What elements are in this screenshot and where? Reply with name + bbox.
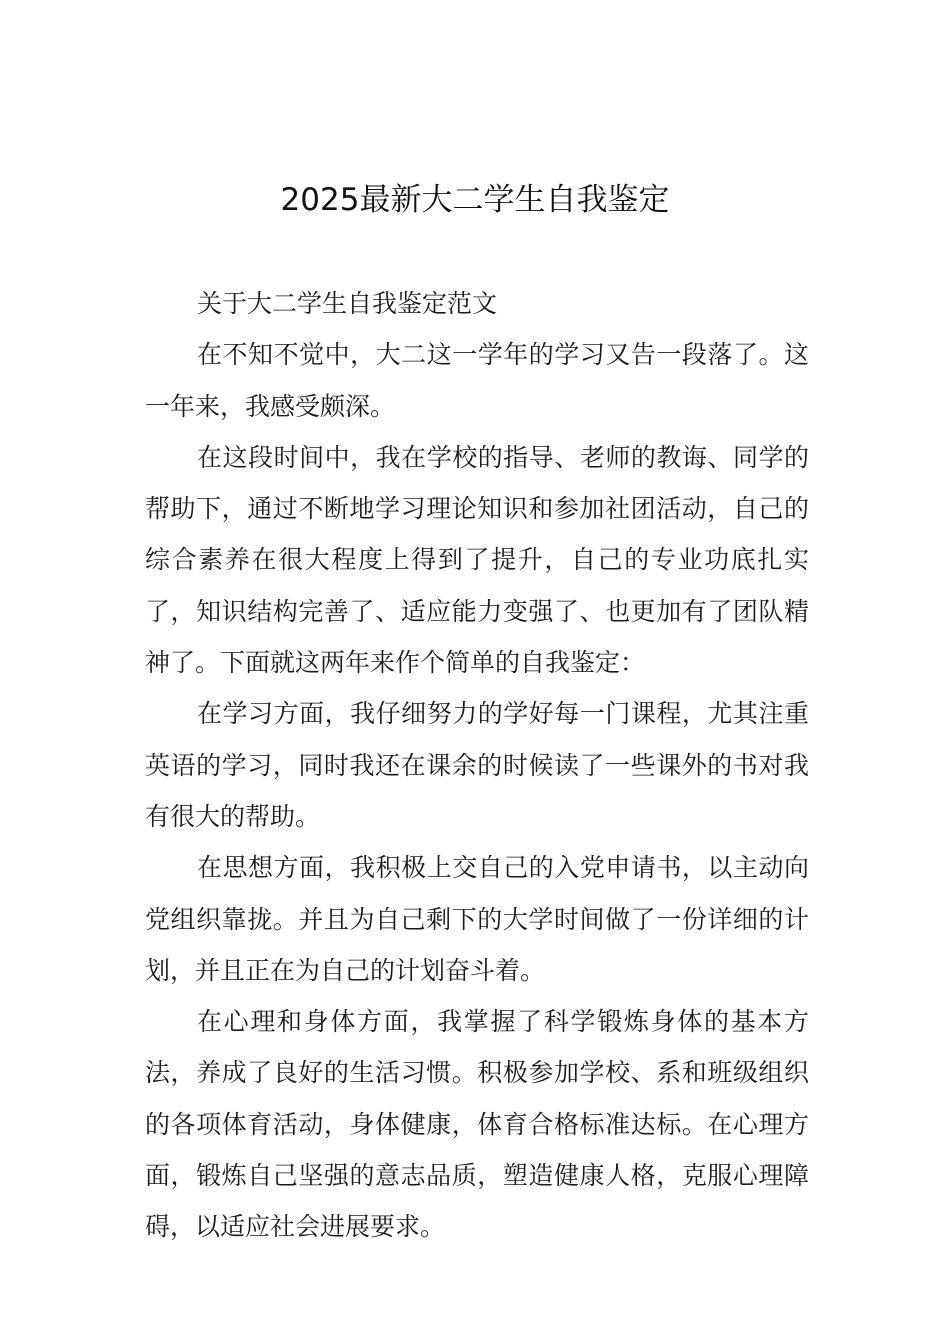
paragraph-health: 在心理和身体方面，我掌握了科学锻炼身体的基本方法，养成了良好的生活习惯。积极参加学校、系和班级组织的各项体育活动，身体健康，体育合格标准达标。在心理方面，锻炼自己坚强的意志品质，塑造健康人格，克服心理障碍，以适应社会进展要求。 <box>145 1007 809 1242</box>
paragraph-overview: 在这段时间中，我在学校的指导、老师的教诲、同学的帮助下，通过不断地学习理论知识和参加社团活动，自己的综合素养在很大程度上得到了提升，自己的专业功底扎实了，知识结构完善了、适应能力变强了、也更加有了团队精神了。下面就这两年来作个简单的自我鉴定： <box>145 442 809 678</box>
paragraph-subtitle: 关于大二学生自我鉴定范文 <box>197 289 498 318</box>
document-body <box>145 278 809 1253</box>
paragraph-study: 在学习方面，我仔细努力的学好每一门课程，尤其注重英语的学习，同时我还在课余的时候读了一些课外的书对我有很大的帮助。 <box>145 699 809 831</box>
paragraph-thought: 在思想方面，我积极上交自己的入党申请书，以主动向党组织靠拢。并且为自己剩下的大学时间做了一份详细的计划，并且正在为自己的计划奋斗着。 <box>145 853 809 985</box>
document-title: 2025最新大二学生自我鉴定 <box>280 182 670 218</box>
paragraph-intro: 在不知不觉中，大二这一学年的学习又告一段落了。这一年来，我感受颇深。 <box>145 340 809 421</box>
